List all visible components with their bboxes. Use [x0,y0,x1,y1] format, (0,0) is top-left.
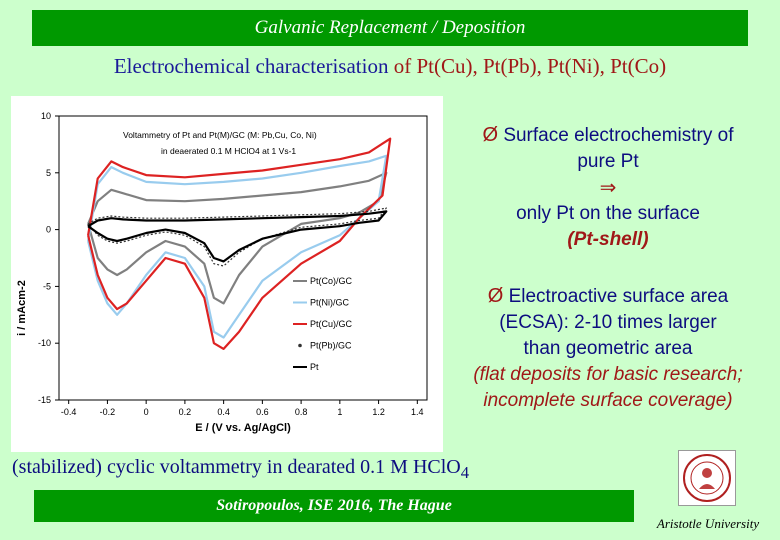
x-tick-label: -0.2 [99,407,116,417]
cv-caption-text: (stabilized) cyclic voltammetry in dearated 0.1 M HClO [12,456,461,478]
y-tick-label: 5 [45,167,51,178]
x-tick-label: 0.6 [256,407,269,417]
x-tick-label: 0 [143,407,149,417]
legend-label: Pt(Pb)/GC [310,340,352,351]
x-tick-label: -0.4 [60,407,77,417]
implies-icon: ⇒ [599,177,617,199]
cv-caption [12,456,469,483]
series-line [88,139,390,349]
y-axis-label: i / mAcm-2 [16,280,28,336]
chart-subtitle: in deaerated 0.1 M HClO4 at 1 Vs-1 [161,146,297,156]
footer-text: Sotiropoulos, ISE 2016, The Hague [216,497,452,514]
y-tick-label: -5 [42,281,51,292]
chart-title: Voltammetry of Pt and Pt(M)/GC (M: Pb,Cu, Co, Ni) [123,130,317,140]
slide-subtitle [0,54,780,79]
x-tick-label: 0.2 [178,407,192,417]
x-tick-label: 1.2 [372,407,385,417]
x-tick-label: 1.4 [411,407,424,417]
bullet-2-line-1: Electroactive surface area [508,286,729,307]
bullet-1-line-1: Surface electrochemistry of [503,125,734,146]
x-tick-label: 0.4 [217,407,230,417]
seal-icon [679,451,735,505]
cv-caption-subscript: 4 [460,463,470,482]
bullet-2-line-5: incomplete surface coverage) [483,390,733,411]
series-line [88,156,386,338]
bullet-1-line-4: (Pt-shell) [567,229,649,250]
bullet-2-line-2: (ECSA): 2-10 times larger [499,312,717,333]
bullet-arrow-icon: Ø [482,124,499,146]
bullet-1 [446,122,770,149]
y-tick-label: -15 [37,395,51,405]
subtitle-plain: Electrochemical characterisation [113,54,389,78]
bullet-arrow-icon: Ø [487,285,504,307]
x-tick-label: 0.8 [294,407,308,417]
bullet-2 [446,283,770,310]
footer-bar [34,490,634,522]
banner-title: Galvanic Replacement / Deposition [254,17,526,38]
bullet-1-line-2: pure Pt [577,151,639,172]
plot-frame [59,116,427,400]
university-logo [678,450,736,506]
legend-label: Pt [310,362,319,372]
bullet-2-line-4: (flat deposits for basic research; [473,364,743,385]
y-tick-label: 0 [45,224,51,235]
x-tick-label: 1 [337,407,343,417]
bullet-1-line-3: only Pt on the surface [516,203,700,224]
subtitle-highlight: of Pt(Cu), Pt(Pb), Pt(Ni), Pt(Co) [393,54,667,78]
y-tick-label: 10 [40,111,51,121]
y-tick-label: -10 [37,338,51,349]
legend-label: Pt(Cu)/GC [310,319,353,329]
bullet-panel [446,122,770,414]
voltammogram-figure [11,96,443,452]
legend-marker [298,344,302,348]
legend-label: Pt(Ni)/GC [310,297,349,308]
title-banner [32,10,748,46]
voltammogram-chart [11,96,443,452]
x-axis-label: E / (V vs. Ag/AgCl) [195,422,291,434]
bullet-2-line-3: than geometric area [523,338,693,359]
university-name: Aristotle University [656,516,760,531]
legend-label: Pt(Co)/GC [310,276,353,286]
